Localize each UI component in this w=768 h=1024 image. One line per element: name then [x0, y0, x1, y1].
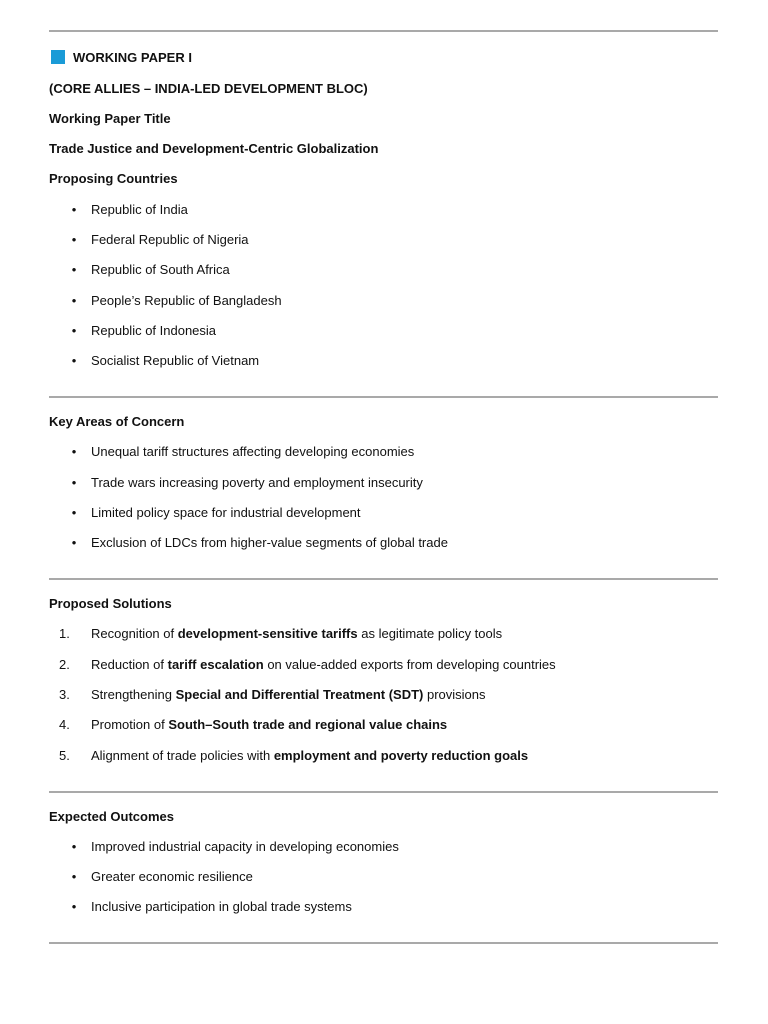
working-paper-label: WORKING PAPER I [73, 50, 192, 65]
concerns-heading: Key Areas of Concern [49, 414, 185, 429]
top-divider [49, 30, 718, 32]
outcome-text: Greater economic resilience [91, 869, 253, 884]
bullet-icon: • [71, 839, 77, 854]
country-name: Republic of South Africa [91, 262, 230, 277]
bullet-icon: • [71, 475, 77, 490]
title-label: Working Paper Title [49, 111, 171, 126]
section-divider [49, 396, 718, 398]
concern-text: Trade wars increasing poverty and employment insecurity [91, 475, 423, 490]
solution-text: Recognition of development-sensitive tariffs as legitimate policy tools [91, 626, 503, 641]
bullet-icon: • [71, 899, 77, 914]
bullet-icon: • [71, 323, 77, 338]
country-name: Socialist Republic of Vietnam [91, 353, 260, 368]
item-number: 2. [59, 657, 70, 672]
paper-title: Trade Justice and Development-Centric Globalization [49, 141, 379, 156]
bullet-icon: • [71, 232, 77, 247]
solution-text: Alignment of trade policies with employment and poverty reduction goals [91, 748, 529, 763]
country-name: People’s Republic of Bangladesh [91, 293, 282, 308]
item-number: 1. [59, 626, 70, 641]
item-number: 5. [59, 748, 70, 763]
bullet-icon: • [71, 444, 77, 459]
bullet-icon: • [71, 262, 77, 277]
item-number: 3. [59, 687, 70, 702]
proposing-countries-label: Proposing Countries [49, 171, 178, 186]
section-divider [49, 791, 718, 793]
solution-text: Reduction of tariff escalation on value-added exports from developing countries [91, 657, 556, 672]
section-divider [49, 578, 718, 580]
concern-text: Unequal tariff structures affecting developing economies [91, 444, 415, 459]
bullet-icon: • [71, 353, 77, 368]
bullet-icon: • [71, 293, 77, 308]
concern-text: Exclusion of LDCs from higher-value segments of global trade [91, 535, 448, 550]
solution-text: Promotion of South–South trade and regional value chains [91, 717, 448, 732]
bullet-icon: • [71, 535, 77, 550]
bottom-divider [49, 942, 718, 944]
outcome-text: Inclusive participation in global trade systems [91, 899, 352, 914]
outcome-text: Improved industrial capacity in developing economies [91, 839, 399, 854]
solution-text: Strengthening Special and Differential Treatment (SDT) provisions [91, 687, 486, 702]
country-name: Republic of India [91, 202, 188, 217]
outcomes-heading: Expected Outcomes [49, 809, 174, 824]
bullet-icon: • [71, 869, 77, 884]
bullet-icon: • [71, 505, 77, 520]
country-name: Republic of Indonesia [91, 323, 217, 338]
item-number: 4. [59, 717, 70, 732]
bullet-icon: • [71, 202, 77, 217]
working-paper-heading [49, 50, 192, 66]
bloc-label: (CORE ALLIES – INDIA-LED DEVELOPMENT BLOC) [49, 81, 368, 96]
solutions-heading: Proposed Solutions [49, 596, 172, 611]
concern-text: Limited policy space for industrial development [91, 505, 361, 520]
country-name: Federal Republic of Nigeria [91, 232, 249, 247]
blue-square-icon [51, 50, 65, 64]
